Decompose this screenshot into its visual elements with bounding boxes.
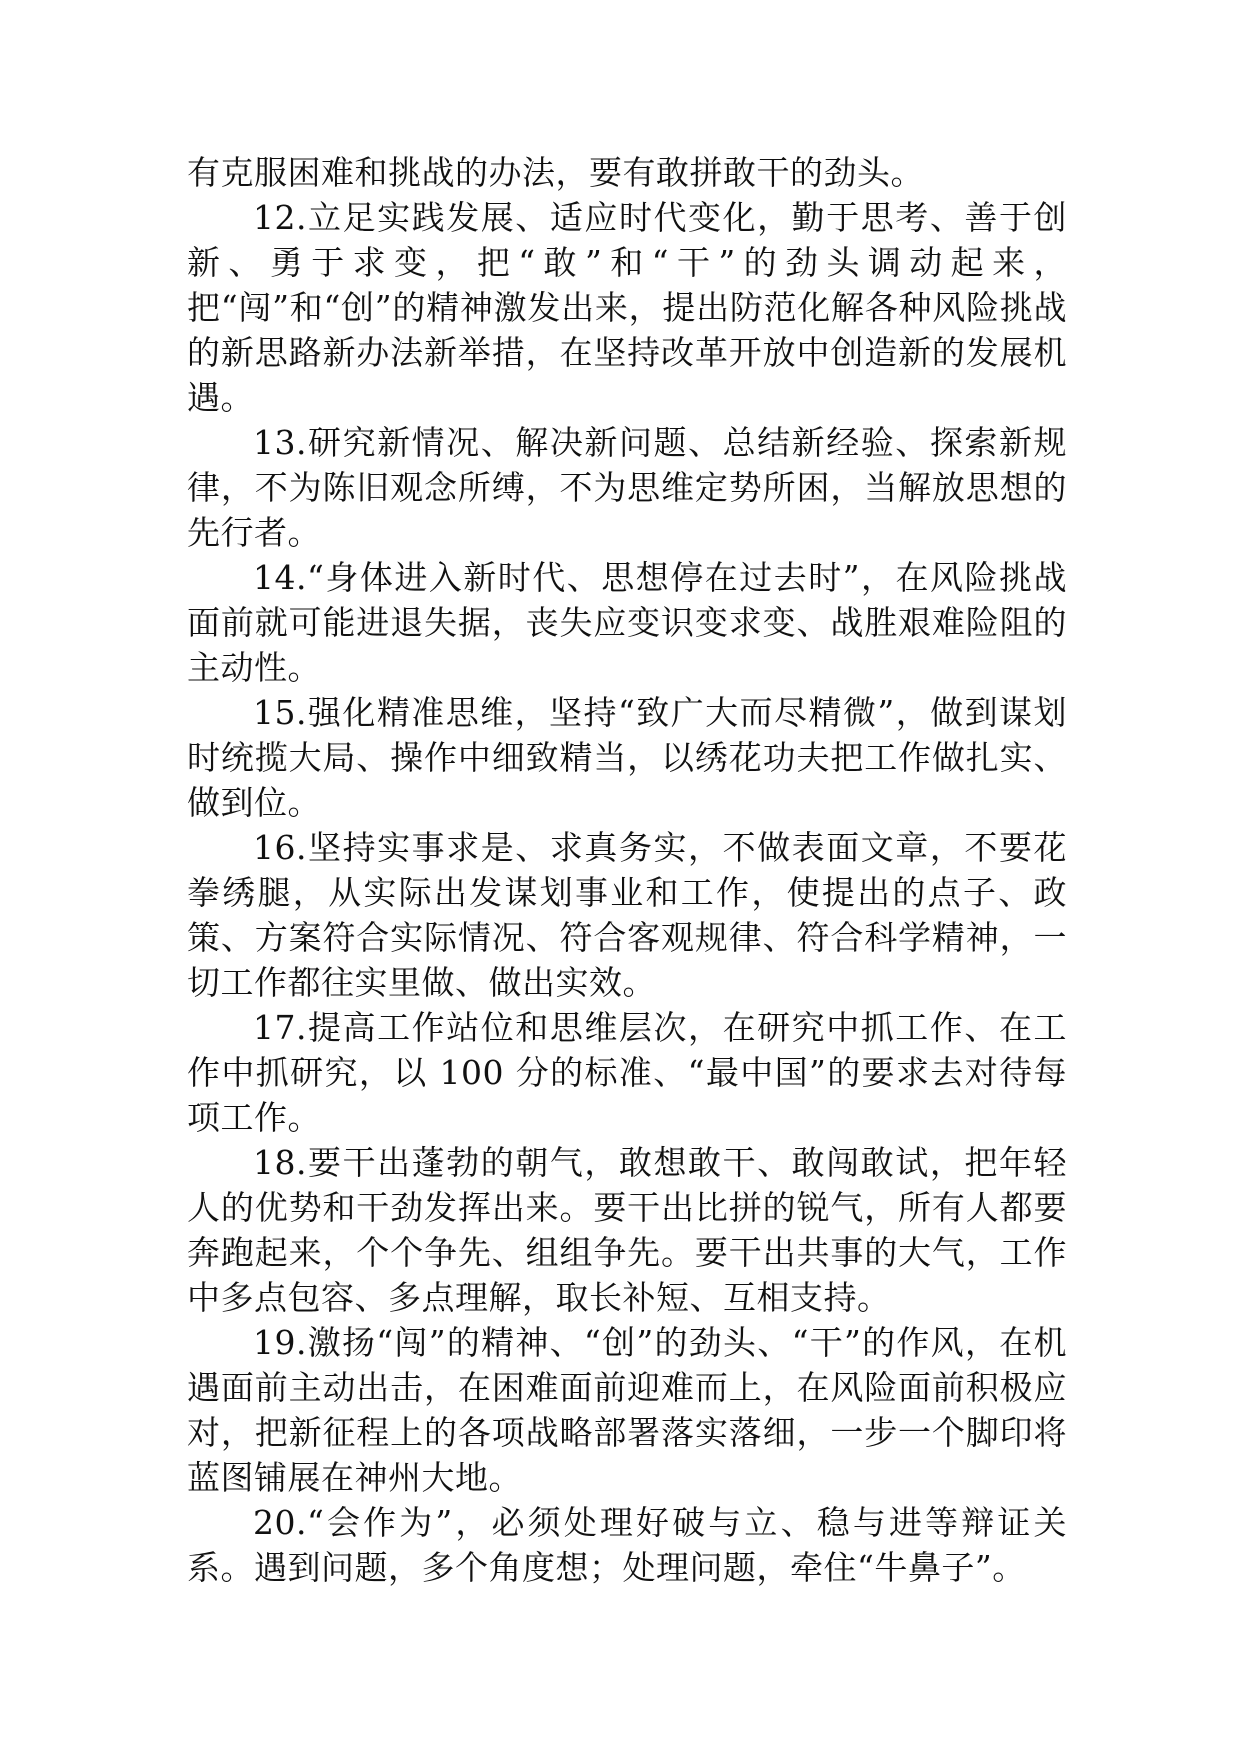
paragraph-12: 12.立足实践发展、适应时代变化，勤于思考、善于创新、勇于求变，把“敢”和“干”的劲头调动起来，把“闯”和“创”的精神激发出来，提出防范化解各种风险挑战的新思路新办法新举措，在坚持改革开放中创造新的发展机遇。 — [187, 198, 1067, 417]
paragraph-15: 15.强化精准思维，坚持“致广大而尽精微”，做到谋划时统揽大局、操作中细致精当，以绣花功夫把工作做扎实、做到位。 — [187, 693, 1067, 822]
paragraph-18: 18.要干出蓬勃的朝气，敢想敢干、敢闯敢试，把年轻人的优势和干劲发挥出来。要干出比拼的锐气，所有人都要奔跑起来，个个争先、组组争先。要干出共事的大气，工作中多点包容、多点理解，取长补短、互相支持。 — [187, 1143, 1067, 1317]
paragraph-16: 16.坚持实事求是、求真务实，不做表面文章，不要花拳绣腿，从实际出发谋划事业和工作，使提出的点子、政策、方案符合实际情况、符合客观规律、符合科学精神，一切工作都往实里做、做出实效。 — [187, 828, 1067, 1002]
paragraph-14: 14.“身体进入新时代、思想停在过去时”，在风险挑战面前就可能进退失据，丧失应变识变求变、战胜艰难险阻的主动性。 — [187, 558, 1067, 687]
paragraph-13: 13.研究新情况、解决新问题、总结新经验、探索新规律，不为陈旧观念所缚，不为思维定势所困，当解放思想的先行者。 — [187, 423, 1067, 552]
paragraph-19: 19.激扬“闯”的精神、“创”的劲头、“干”的作风，在机遇面前主动出击，在困难面前迎难而上，在风险面前积极应对，把新征程上的各项战略部署落实落细，一步一个脚印将蓝图铺展在神州大地。 — [187, 1323, 1067, 1497]
paragraph-17: 17.提高工作站位和思维层次，在研究中抓工作、在工作中抓研究，以 100 分的标准、“最中国”的要求去对待每项工作。 — [187, 1008, 1067, 1137]
document-body — [187, 150, 1067, 1590]
paragraph-20: 20.“会作为”，必须处理好破与立、稳与进等辩证关系。遇到问题，多个角度想；处理问题，牵住“牛鼻子”。 — [187, 1503, 1067, 1587]
paragraph-continuation: 有克服困难和挑战的办法，要有敢拼敢干的劲头。 — [187, 153, 924, 192]
